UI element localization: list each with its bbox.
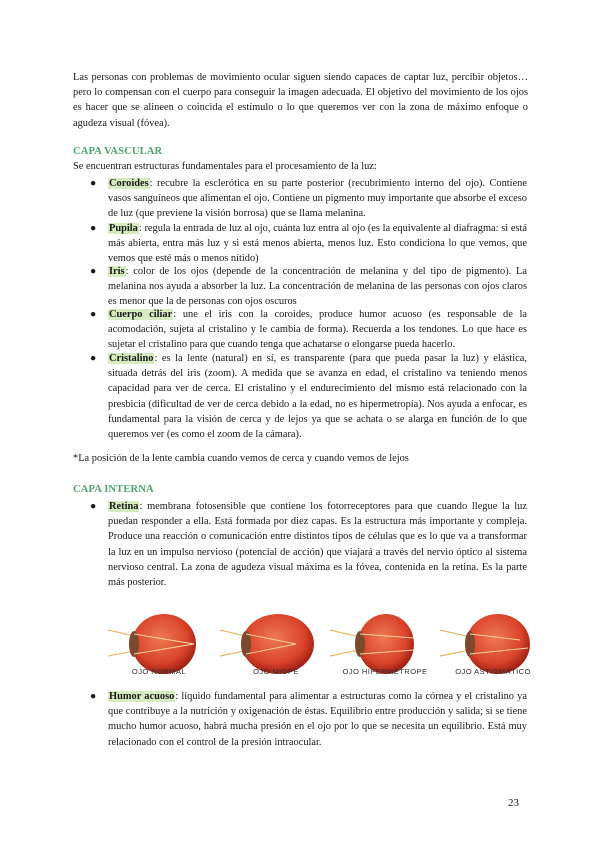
- heading-capa-interna: CAPA INTERNA: [73, 484, 154, 495]
- term-cuerpo-ciliar: Cuerpo ciliar: [109, 309, 173, 320]
- term-pupila: Pupila: [109, 223, 138, 234]
- eye-hipermetrope: [330, 614, 414, 674]
- text-pupila: : regula la entrada de luz al ojo, cuánta luz entra al ojo (es la equivalente al diafragma: si está más abierta, entra más luz y si está menos abierta, menos luz. Esto condiciona lo que vemos, que vemos que esté más o menos nítido): [108, 223, 527, 265]
- bullet-marker: ●: [90, 309, 97, 320]
- intro-paragraph: Las personas con problemas de movimiento ocular siguen siendo capaces de captar luz, percibir objetos…pero lo compensan con el cuerpo para conseguir la imagen adecuada. El objetivo del movimiento de los ojos es hacer que se alineen o coincida el estímulo o lo que queremos ver con la zona de máximo enfoque o agudeza visual (fóvea).: [73, 72, 528, 129]
- bullet-humor-acuoso: [108, 689, 527, 750]
- bullet-marker: ●: [90, 691, 97, 702]
- label-ojo-miope: OJO MIOPE: [253, 667, 299, 676]
- bullet-marker: ●: [90, 223, 97, 234]
- bullet-coroides: [108, 176, 527, 222]
- text-cuerpo-ciliar: : une el iris con la coroides, produce humor acuoso (es responsable de la acomodación, sujeta al cristalino y le cambia de forma). Recuerda a los tendones. Lo que hace es sujetar el cristalino para que cuando tenga que achatarse o elongarse pueda hacerlo.: [108, 309, 527, 351]
- bullet-retina: [108, 499, 527, 590]
- term-humor-acuoso: Humor acuoso: [109, 691, 175, 702]
- term-cristalino: Cristalino: [109, 353, 154, 364]
- label-ojo-hipermetrope: OJO HIPERMÉTROPE: [342, 667, 428, 676]
- bullet-marker: ●: [90, 353, 97, 364]
- term-coroides: Coroides: [109, 178, 149, 189]
- heading-capa-vascular: CAPA VASCULAR: [73, 146, 163, 157]
- page-number: 23: [508, 797, 519, 809]
- bullet-iris: [108, 264, 527, 310]
- bullet-cuerpo-ciliar: [108, 307, 527, 353]
- term-iris: Iris: [109, 266, 125, 277]
- bullet-marker: ●: [90, 501, 97, 512]
- eye-miope: [220, 614, 314, 674]
- eye-astigmatico: [440, 614, 530, 674]
- term-retina: Retina: [109, 501, 139, 512]
- bullet-marker: ●: [90, 178, 97, 189]
- text-coroides: : recubre la esclerótica en su parte posterior (recubrimiento interno del ojo). Contiene vasos sanguíneos que alimentan el ojo. Contiene un pigmento muy importante que absorbe el exceso de luz (que previene la visión borrosa) que se llama melanina.: [108, 178, 527, 220]
- bullet-marker: ●: [90, 266, 97, 277]
- vascular-intro: Se encuentran estructuras fundamentales para el procesamiento de la luz:: [73, 161, 377, 172]
- eye-normal: [108, 614, 196, 674]
- bullet-pupila: [108, 221, 527, 267]
- text-retina: : membrana fotosensible que contiene los fotorreceptores para que cuando llegue la luz puedan responder a ella. Está formada por diez capas. Es la estructura más importante y compleja. Produce una reacción o comunicación entre distintos tipos de células que es lo que va a transformar la luz en un impulso nervioso (potencial de acción) que viajará a través del nervio óptico al sistema nervioso central. La zona de agudeza visual máxima es la fóvea, contenida en la retina. Es la parte más posterior.: [108, 501, 527, 589]
- lens-note: *La posición de la lente cambia cuando vemos de cerca y cuando vemos de lejos: [73, 453, 409, 464]
- label-ojo-astigmatico: OJO ASTIGMÁTICO: [455, 667, 531, 676]
- label-ojo-normal: OJO NORMAL: [131, 667, 187, 676]
- text-cristalino: : es la lente (natural) en sí, es transparente (para que pueda pasar la luz) y elástica, situada detrás del iris (zoom). A medida que se avanza en edad, el cristalino va teniendo menos capacidad para ver de cerca. El cristalino y el endurecimiento del mismo está relacionado con la presbicia (dificultad de ver de cerca debido a la edad, no es hipermetropía). Nos ayuda a enfocar, es fundamental para la visión de cerca y de lejos ya que se achata o se alarga en función de lo que queremos ver (es como el zoom de la cámara).: [108, 353, 527, 441]
- text-iris: : color de los ojos (depende de la concentración de melanina y del tipo de pigmento). La melanina nos ayuda a absorber la luz. La concentración de melanina de las personas con ojos claros es menor que la de personas con ojos oscuros: [108, 266, 527, 308]
- text-humor-acuoso: : líquido fundamental para alimentar a estructuras como la córnea y el cristalino ya que contribuye a la nutrición y oxigenación de éstas. Equilibrio entre producción y salida; si se tiene mucho humor acuoso, habrá mucha presión en el ojo por lo que se necesita un equilibrio. Está muy relacionado con el control de la presión intraocular.: [108, 691, 527, 748]
- bullet-cristalino: [108, 351, 527, 442]
